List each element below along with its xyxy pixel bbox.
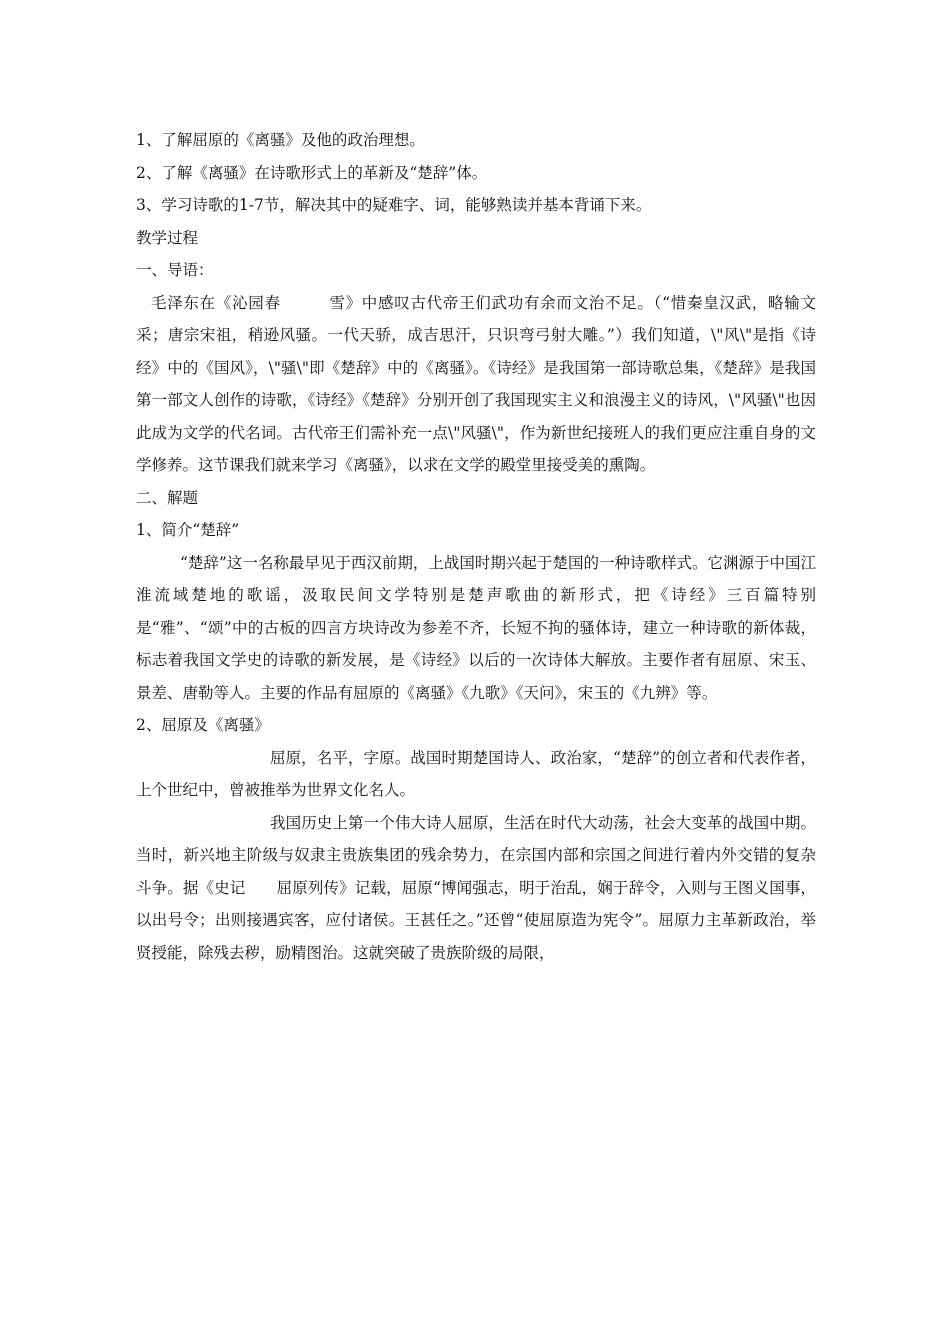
section1-heading: 一、导语： [136, 261, 214, 279]
sub1-heading: 1、简介“楚辞” [136, 521, 240, 539]
quyuan-paragraph-1: 屈原，名平，字原。战国时期楚国诗人、政治家，“楚辞”的创立者和代表作者，上个世纪中，曾被推举为世界文化名人。 [136, 748, 816, 799]
sub2-heading: 2、屈原及《离骚》 [136, 716, 270, 734]
objective-3: 3、学习诗歌的1-7节，解决其中的疑难字、词，能够熟读并基本背诵下来。 [136, 196, 652, 214]
section2-heading: 二、解题 [136, 488, 199, 507]
chuci-paragraph: “楚辞”这一名称最早见于西汉前期，上战国时期兴起于楚国的一种诗歌样式。它渊源于中国江淮流域楚地的歌谣，汲取民间文学特别是楚声歌曲的新形式，把《诗经》三百篇特别是“雅”、“颂”中的古板的四言方块诗改为参差不齐，长短不拘的骚体诗，建立一种诗歌的新体裁，标志着我国文学史的诗歌的新发展，是《诗经》以后的一次诗体大解放。主要作者有屈原、宋玉、景差、唐勒等人。主要的作品有屈原的《离骚》《九歌》《天问》，宋玉的《九辨》等。 [136, 553, 816, 702]
process-heading: 教学过程 [136, 228, 199, 247]
objective-1: 1、了解屈原的《离骚》及他的政治理想。 [136, 131, 425, 149]
document-body [136, 124, 816, 969]
quyuan-paragraph-2: 我国历史上第一个伟大诗人屈原，生活在时代大动荡，社会大变革的战国中期。当时，新兴地主阶级与奴隶主贵族集团的残余势力，在宗国内部和宗国之间进行着内外交错的复杂斗争。据《史记 屈原列传》记载，屈原“博闻强志，明于治乱，娴于辞令，入则与王图义国事，以出号令；出则接遇宾客，应付诸侯。王甚任之。”还曾“使屈原造为宪令”。屈原力主革新政治，举贤授能，除残去秽，励精图治。这就突破了贵族阶级的局限， [136, 813, 816, 962]
objective-2: 2、了解《离骚》在诗歌形式上的革新及“楚辞”体。 [136, 163, 488, 182]
intro-paragraph: 毛泽东在《沁园春 雪》中感叹古代帝王们武功有余而文治不足。（“惜秦皇汉武，略输文采；唐宗宋祖，稍逊风骚。一代天骄，成吉思汗，只识弯弓射大雕。”）我们知道，\"风\"是指《诗经》中的《国风》，\"骚\"即《楚辞》中的《离骚》。《诗经》是我国第一部诗歌总集，《楚辞》是我国第一部文人创作的诗歌，《诗经》《楚辞》分别开创了我国现实主义和浪漫主义的诗风，\"风骚\"也因此成为文学的代名词。古代帝王们需补充一点\"风骚\"，作为新世纪接班人的我们更应注重自身的文学修养。这节课我们就来学习《离骚》，以求在文学的殿堂里接受美的熏陶。 [136, 293, 816, 474]
